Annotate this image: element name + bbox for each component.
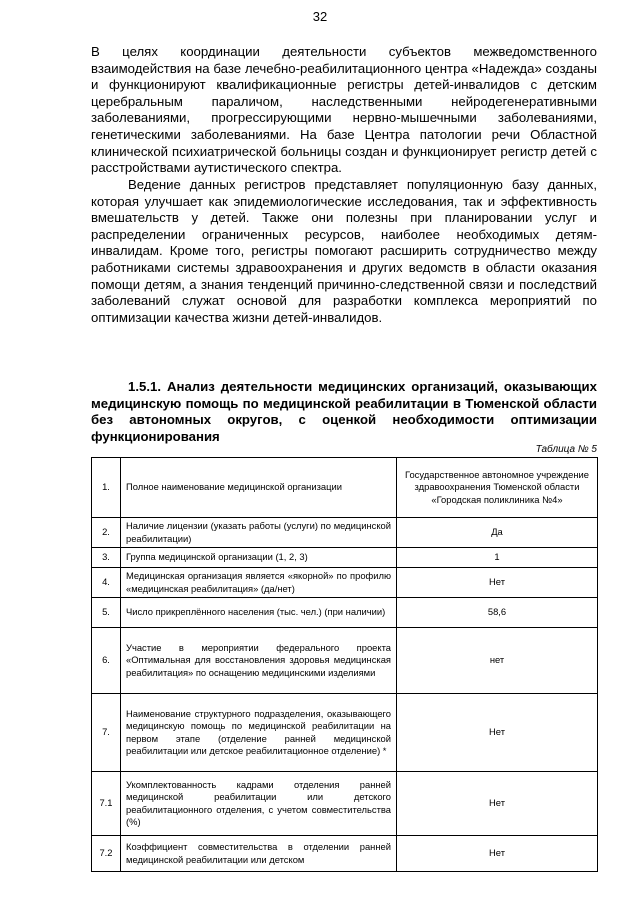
row-value: нет <box>397 628 598 694</box>
organization-table <box>91 457 598 872</box>
row-number: 4. <box>92 568 121 598</box>
row-value: Нет <box>397 694 598 772</box>
table-caption: Таблица № 5 <box>535 444 597 455</box>
row-number: 1. <box>92 458 121 518</box>
row-value: 58,6 <box>397 598 598 628</box>
row-label: Медицинская организация является «якорной» по профилю «медицинская реабилитация» (да/нет) <box>121 568 397 598</box>
table-row <box>92 568 598 598</box>
table-row <box>92 836 598 872</box>
row-number: 7.1 <box>92 772 121 836</box>
row-value: Нет <box>397 772 598 836</box>
row-label: Группа медицинской организации (1, 2, 3) <box>121 548 397 568</box>
paragraph-registers: В целях координации деятельности субъектов межведомственного взаимодействия на базе лечебно-реабилитационного центра «Надежда» созданы и функционируют квалификационные регистры детей-инвалидов с детским церебральным параличом, наследственными нейродегенеративными заболеваниями, прогрессирующими нервно-мышечными заболеваниями, генетическими заболеваниями. На базе Центра патологии речи Областной клинической психиатрической больницы создан и функционирует регистр детей с расстройствами аутистического спектра. <box>91 44 597 176</box>
table-row <box>92 628 598 694</box>
table-row <box>92 598 598 628</box>
table-row <box>92 548 598 568</box>
row-value: Государственное автономное учреждение здравоохранения Тюменской области «Городская поликлиника №4» <box>397 458 598 518</box>
row-label: Наименование структурного подразделения, оказывающего медицинскую помощь по медицинской реабилитации на первом этапе (отделение ранней медицинской реабилитации или детское реабилитационное отделение) * <box>121 694 397 772</box>
row-label: Укомплектованность кадрами отделения ранней медицинской реабилитации или детского реабилитационного отделения, с учетом совместительства (%) <box>121 772 397 836</box>
row-number: 7.2 <box>92 836 121 872</box>
section-heading: 1.5.1. Анализ деятельности медицинских организаций, оказывающих медицинскую помощь по медицинской реабилитации в Тюменской области без автономных округов, с оценкой необходимости оптимизации функционирования <box>91 379 597 444</box>
row-label: Участие в мероприятии федерального проекта «Оптимальная для восстановления здоровья медицинская реабилитация» по оснащению медицинскими изделиями <box>121 628 397 694</box>
row-number: 2. <box>92 518 121 548</box>
row-value: 1 <box>397 548 598 568</box>
paragraph-registers-benefits: Ведение данных регистров представляет популяционную базу данных, которая улучшает как эпидемиологические исследования, так и эффективность вмешательств у детей. Также они полезны при планировании услуг и распределении ограниченных ресурсов, наиболее необходимых детям-инвалидам. Кроме того, регистры помогают расширить сотрудничество между работниками системы здравоохранения и других ведомств в области оказания помощи детям, а знания тенденций причинно-следственной связи и последствий заболеваний служат основой для разработки комплекса мероприятий по оптимизации качества жизни детей-инвалидов. <box>91 177 597 325</box>
row-value: Нет <box>397 836 598 872</box>
table-row <box>92 772 598 836</box>
table-row <box>92 518 598 548</box>
row-value: Нет <box>397 568 598 598</box>
row-label: Наличие лицензии (указать работы (услуги) по медицинской реабилитации) <box>121 518 397 548</box>
row-number: 6. <box>92 628 121 694</box>
row-label: Коэффициент совместительства в отделении ранней медицинской реабилитации или детском <box>121 836 397 872</box>
row-number: 5. <box>92 598 121 628</box>
table-row <box>92 694 598 772</box>
row-number: 3. <box>92 548 121 568</box>
row-label: Полное наименование медицинской организации <box>121 458 397 518</box>
page-number: 32 <box>312 9 328 24</box>
table-row <box>92 458 598 518</box>
row-number: 7. <box>92 694 121 772</box>
row-label: Число прикреплённого населения (тыс. чел.) (при наличии) <box>121 598 397 628</box>
row-value: Да <box>397 518 598 548</box>
